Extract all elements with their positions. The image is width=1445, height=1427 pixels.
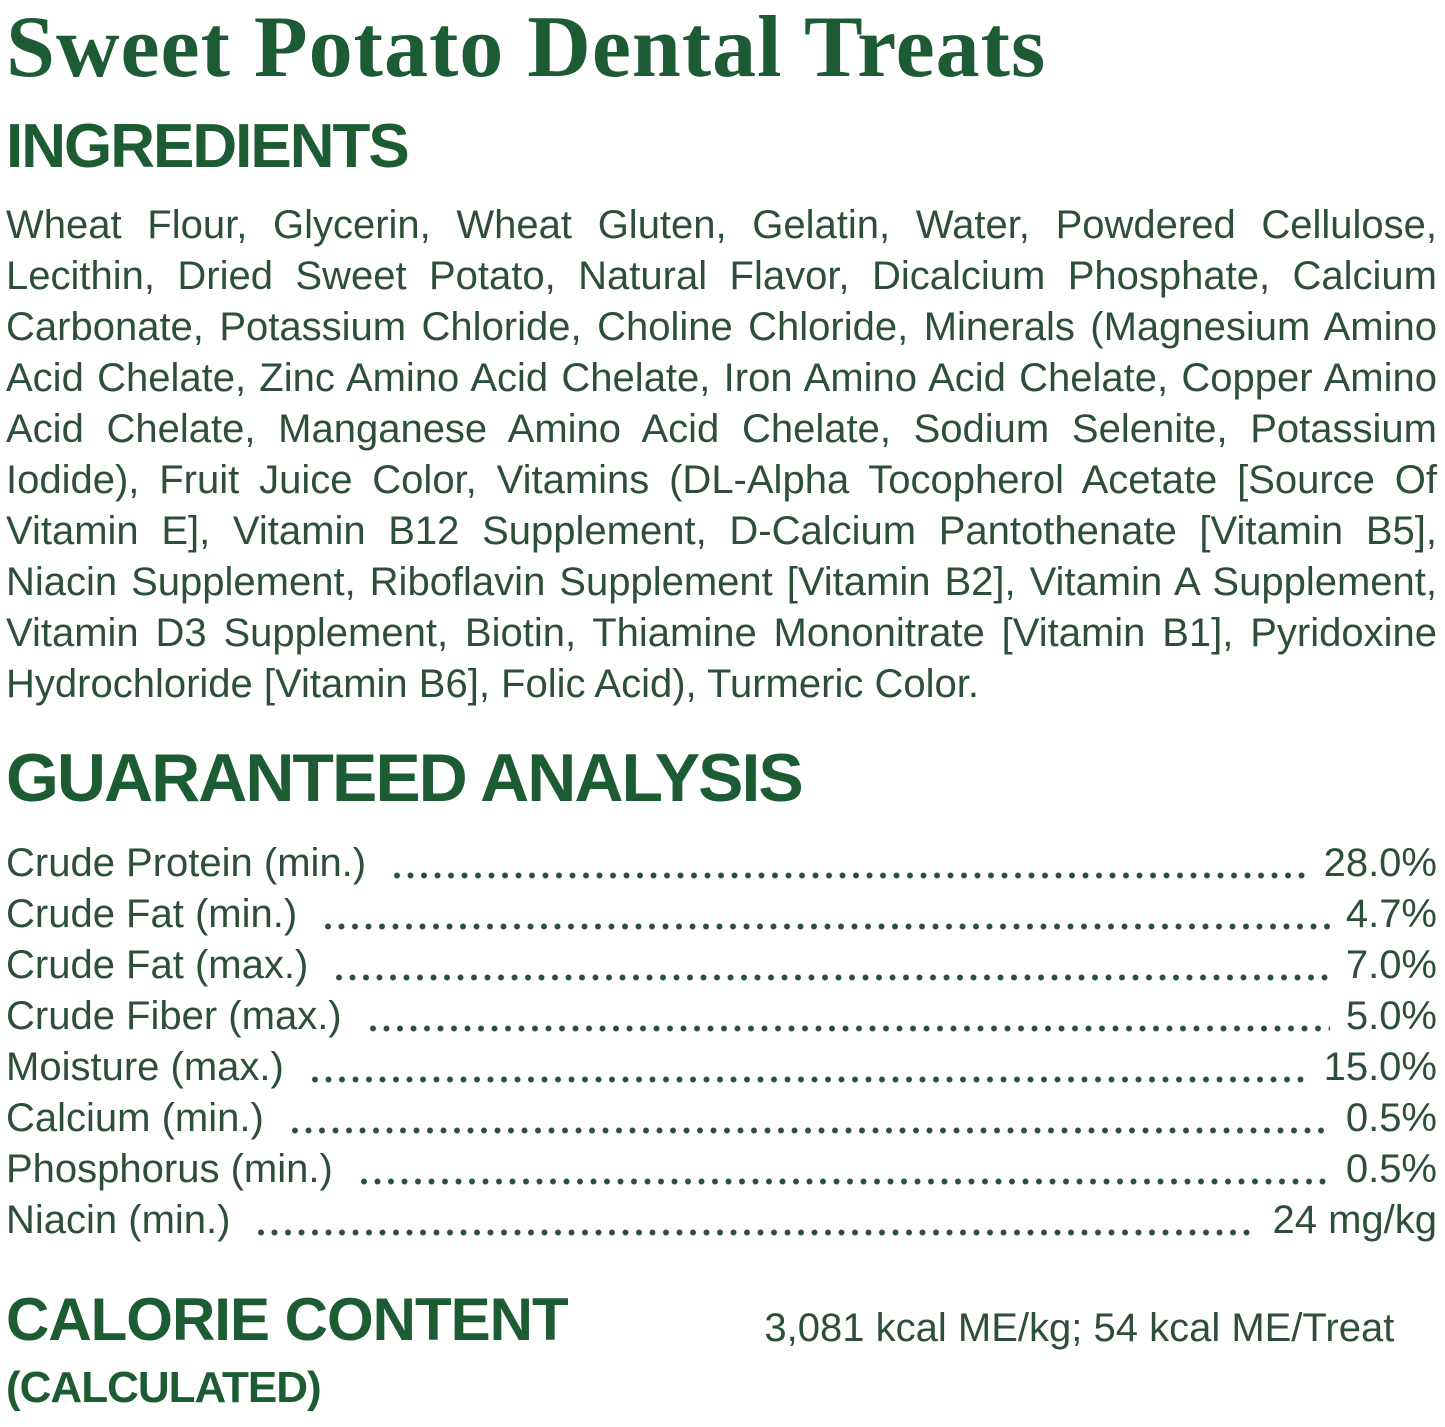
analysis-row-crude-fat-max xyxy=(6,940,1437,991)
dotted-leader xyxy=(370,1025,1330,1032)
analysis-row-crude-protein-min xyxy=(6,838,1437,889)
analysis-row-phosphorus-min xyxy=(6,1144,1437,1195)
dotted-leader xyxy=(258,1229,1256,1236)
analysis-label: Crude Fiber (max.) xyxy=(6,994,342,1038)
ingredients-text: Wheat Flour, Glycerin, Wheat Gluten, Gelatin, Water, Powdered Cellulose, Lecithin, Dried Sweet Potato, Natural Flavor, Dicalcium Phosphate, Calcium Carbonate, Potassium Chloride, Choline Chloride, Minerals (Magnesium Amino Acid Chelate, Zinc Amino Acid Chelate, Iron Amino Acid Chelate, Copper Amino Acid Chelate, Manganese Amino Acid Chelate, Sodium Selenite, Potassium Iodide), Fruit Juice Color, Vitamins (DL-Alpha Tocopherol Acetate [Source Of Vitamin E], Vitamin B12 Supplement, D-Calcium Pantothenate [Vitamin B5], Niacin Supplement, Riboflavin Supplement [Vitamin B2], Vitamin A Supplement, Vitamin D3 Supplement, Biotin, Thiamine Mononitrate [Vitamin B1], Pyridoxine Hydrochloride [Vitamin B6], Folic Acid), Turmeric Color. xyxy=(6,203,1437,706)
analysis-row-moisture-max xyxy=(6,1042,1437,1093)
dotted-leader xyxy=(292,1127,1330,1134)
calorie-content-headings xyxy=(6,1286,764,1412)
analysis-label: Phosphorus (min.) xyxy=(6,1147,333,1191)
analysis-value: 5.0% xyxy=(1345,994,1437,1038)
analysis-value: 28.0% xyxy=(1323,841,1437,885)
analysis-value: 7.0% xyxy=(1345,943,1437,987)
ingredients-section xyxy=(6,112,1437,710)
analysis-label: Niacin (min.) xyxy=(6,1198,231,1242)
analysis-value: 24 mg/kg xyxy=(1272,1198,1437,1242)
dotted-leader xyxy=(394,872,1307,879)
calorie-content-heading: CALORIE CONTENT xyxy=(6,1286,568,1353)
analysis-value: 15.0% xyxy=(1323,1045,1437,1089)
analysis-value: 0.5% xyxy=(1345,1096,1437,1140)
guaranteed-analysis-heading: GUARANTEED ANALYSIS xyxy=(6,740,802,816)
guaranteed-analysis-table xyxy=(6,838,1437,1246)
dotted-leader xyxy=(361,1178,1330,1185)
dotted-leader xyxy=(325,923,1330,930)
analysis-label: Moisture (max.) xyxy=(6,1045,284,1089)
analysis-label: Crude Protein (min.) xyxy=(6,841,367,885)
calorie-content-value: 3,081 kcal ME/kg; 54 kcal ME/Treat xyxy=(764,1306,1395,1350)
analysis-row-calcium-min xyxy=(6,1093,1437,1144)
dotted-leader xyxy=(312,1076,1308,1083)
analysis-value: 4.7% xyxy=(1345,892,1437,936)
analysis-row-crude-fiber-max xyxy=(6,991,1437,1042)
dotted-leader xyxy=(336,974,1330,981)
product-title: Sweet Potato Dental Treats xyxy=(6,0,1047,96)
calorie-content-subheading: (CALCULATED) xyxy=(6,1363,321,1412)
analysis-label: Crude Fat (max.) xyxy=(6,943,309,987)
analysis-value: 0.5% xyxy=(1345,1147,1437,1191)
ingredients-heading: INGREDIENTS xyxy=(6,112,408,181)
calorie-content-section xyxy=(6,1286,1437,1412)
analysis-row-crude-fat-min xyxy=(6,889,1437,940)
analysis-label: Calcium (min.) xyxy=(6,1096,264,1140)
guaranteed-analysis-section xyxy=(6,740,1437,1246)
analysis-label: Crude Fat (min.) xyxy=(6,892,298,936)
analysis-row-niacin-min xyxy=(6,1195,1437,1246)
